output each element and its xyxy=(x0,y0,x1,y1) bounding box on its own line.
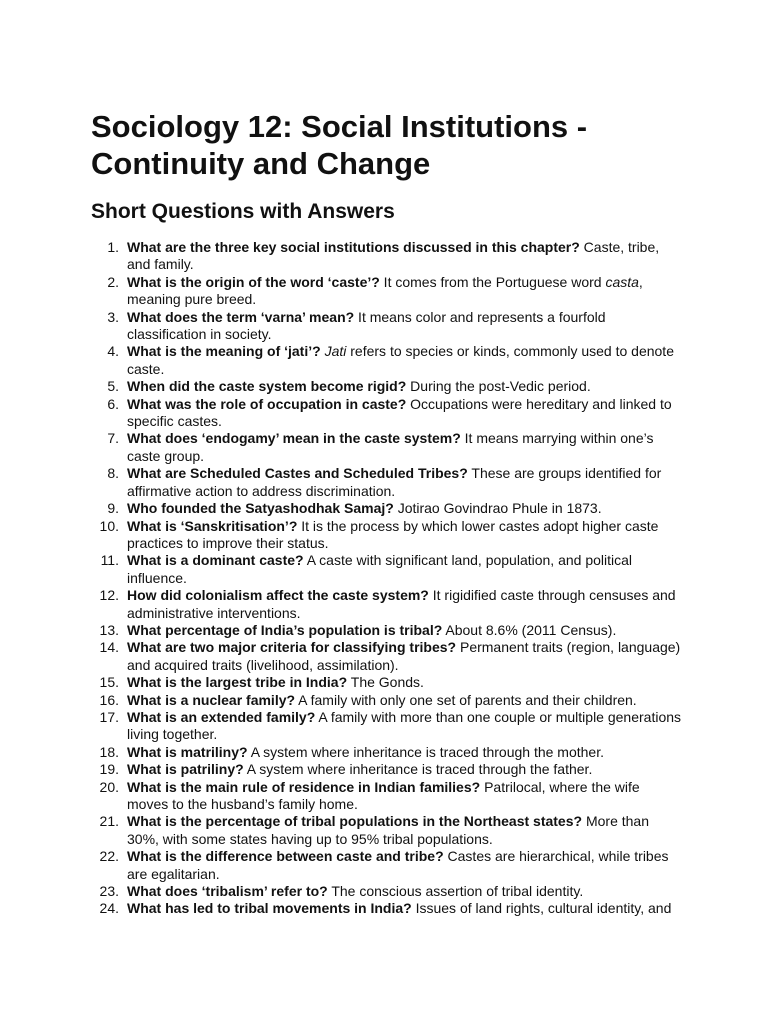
list-item-number: 16. xyxy=(99,691,119,708)
answer-text: More than 30%, with some states having up to 95% tribal populations. xyxy=(127,813,649,847)
list-item xyxy=(0,552,683,587)
answer-text: Occupations were hereditary and linked to specific castes. xyxy=(127,395,672,430)
question-text: What is the main rule of residence in Indian families? xyxy=(127,778,481,795)
question-text: What are the three key social institutions discussed in this chapter? xyxy=(127,239,580,255)
answer-text: The conscious assertion of tribal identity. xyxy=(327,883,584,900)
list-item-text xyxy=(127,500,683,517)
list-item xyxy=(0,378,683,395)
list-item-number: 20. xyxy=(99,778,119,795)
answer-text: It means color and represents a fourfold classification in society. xyxy=(127,308,606,343)
question-answer-list xyxy=(0,239,683,918)
list-item-text xyxy=(127,622,683,639)
question-text: How did colonialism affect the caste system? xyxy=(127,587,429,604)
list-item-number: 23. xyxy=(99,883,119,900)
answer-text-continued: refers to species or kinds, commonly used to denote caste. xyxy=(127,343,674,377)
question-text: What percentage of India’s population is tribal? xyxy=(127,621,443,638)
list-item-text xyxy=(127,692,683,709)
question-text: Who founded the Satyashodhak Samaj? xyxy=(127,500,394,517)
list-item xyxy=(0,639,683,674)
list-item-number: 8. xyxy=(107,465,119,482)
answer-text: A caste with significant land, population, and political influence. xyxy=(127,552,633,586)
answer-text: It means marrying within one’s caste group. xyxy=(127,430,654,464)
question-text: What is an extended family? xyxy=(127,708,316,725)
list-item-number: 19. xyxy=(99,761,119,778)
answer-text: During the post-Vedic period. xyxy=(406,378,591,395)
list-item xyxy=(0,587,683,622)
list-item-number: 4. xyxy=(107,343,119,360)
list-item-number: 14. xyxy=(99,639,119,656)
list-item-number: 1. xyxy=(107,239,119,255)
question-text: What are two major criteria for classifying tribes? xyxy=(127,639,457,656)
list-item xyxy=(0,692,683,709)
list-item-text xyxy=(127,378,683,395)
answer-text: Jotirao Govindrao Phule in 1873. xyxy=(393,500,602,517)
list-item-text xyxy=(127,518,683,553)
question-text: What does ‘endogamy’ mean in the caste system? xyxy=(127,430,461,447)
list-item-number: 6. xyxy=(107,395,119,412)
question-text: What is the difference between caste and tribe? xyxy=(127,848,444,865)
list-item xyxy=(0,883,683,900)
list-item-text xyxy=(127,848,683,883)
list-item-number: 12. xyxy=(99,587,119,604)
question-text: What does the term ‘varna’ mean? xyxy=(127,308,355,325)
answer-text: Caste, tribe, and family. xyxy=(127,239,660,273)
list-item-text xyxy=(127,779,683,814)
list-item-number: 22. xyxy=(99,848,119,865)
answer-text: A system where inheritance is traced through the father. xyxy=(243,761,593,778)
list-item xyxy=(0,779,683,814)
question-text: What is the meaning of ‘jati’? xyxy=(127,343,321,360)
list-item xyxy=(0,239,683,274)
list-item xyxy=(0,500,683,517)
answer-italic-term: casta xyxy=(605,273,639,290)
question-text: What was the role of occupation in caste? xyxy=(127,395,407,412)
list-item-number: 9. xyxy=(107,500,119,517)
answer-text: The Gonds. xyxy=(347,674,424,691)
question-text: When did the caste system become rigid? xyxy=(127,378,407,395)
list-item xyxy=(0,309,683,344)
list-item-number: 11. xyxy=(100,552,119,569)
answer-text: A family with only one set of parents and their children. xyxy=(295,691,637,708)
answer-text: A family with more than one couple or multiple generations living together. xyxy=(127,708,682,743)
list-item-number: 21. xyxy=(99,813,119,830)
section-subtitle: Short Questions with Answers xyxy=(91,200,395,223)
list-item xyxy=(0,709,683,744)
question-text: What is matriliny? xyxy=(127,743,248,760)
question-text: What is patriliny? xyxy=(127,761,244,778)
list-item xyxy=(0,848,683,883)
answer-italic-term: Jati xyxy=(324,343,347,360)
list-item-text xyxy=(127,587,683,622)
list-item-text xyxy=(127,900,683,917)
question-text: What is the origin of the word ‘caste’? xyxy=(127,273,380,290)
list-item xyxy=(0,900,683,917)
list-item xyxy=(0,430,683,465)
list-item-text xyxy=(127,465,683,500)
question-text: What is ‘Sanskritisation’? xyxy=(127,517,298,534)
question-text: What has led to tribal movements in India? xyxy=(127,900,412,917)
list-item xyxy=(0,622,683,639)
list-item-number: 13. xyxy=(99,621,119,638)
list-item xyxy=(0,274,683,309)
list-item-text xyxy=(127,430,683,465)
list-item-text xyxy=(127,552,683,587)
list-item-number: 5. xyxy=(107,378,119,395)
answer-text: About 8.6% (2011 Census). xyxy=(442,621,617,638)
question-text: What is a dominant caste? xyxy=(127,552,304,569)
answer-text: A system where inheritance is traced through the mother. xyxy=(247,743,604,760)
list-item-number: 15. xyxy=(99,674,119,691)
answer-text: Permanent traits (region, language) and acquired traits (livelihood, assimilation). xyxy=(127,639,681,673)
answer-text: These are groups identified for affirmative action to address discrimination. xyxy=(127,465,662,499)
document-title: Sociology 12: Social Institutions - Continuity and Change xyxy=(91,109,588,181)
list-item xyxy=(0,813,683,848)
list-item xyxy=(0,674,683,691)
answer-text: Issues of land rights, cultural identity, and xyxy=(411,900,672,917)
list-item-number: 24. xyxy=(99,900,119,917)
list-item-number: 2. xyxy=(107,273,119,290)
list-item-number: 7. xyxy=(107,430,119,447)
list-item xyxy=(0,518,683,553)
question-text: What is the largest tribe in India? xyxy=(127,674,348,691)
list-item-text xyxy=(127,761,683,778)
list-item-text xyxy=(127,709,683,744)
list-item-number: 10. xyxy=(99,517,119,534)
answer-text: Castes are hierarchical, while tribes are egalitarian. xyxy=(127,848,669,882)
list-item-text xyxy=(127,239,683,274)
list-item-text xyxy=(127,883,683,900)
list-item-text xyxy=(127,274,683,309)
list-item-text xyxy=(127,813,683,848)
answer-text: It is the process by which lower castes adopt higher caste practices to improve their status. xyxy=(127,517,659,551)
list-item xyxy=(0,761,683,778)
list-item-text xyxy=(127,639,683,674)
question-text: What does ‘tribalism’ refer to? xyxy=(127,883,328,900)
list-item-text xyxy=(127,309,683,344)
answer-text-continued: , meaning pure breed. xyxy=(127,273,643,308)
question-text: What are Scheduled Castes and Scheduled Tribes? xyxy=(127,465,468,482)
list-item-number: 3. xyxy=(107,308,119,325)
question-text: What is the percentage of tribal populations in the Northeast states? xyxy=(127,813,583,830)
answer-text: It comes from the Portuguese word xyxy=(379,273,606,290)
list-item xyxy=(0,744,683,761)
list-item xyxy=(0,396,683,431)
list-item xyxy=(0,465,683,500)
list-item-text xyxy=(127,396,683,431)
list-item-text xyxy=(127,343,683,378)
answer-text: It rigidified caste through censuses and administrative interventions. xyxy=(127,587,676,621)
list-item xyxy=(0,343,683,378)
list-item-text xyxy=(127,744,683,761)
list-item-number: 18. xyxy=(99,743,119,760)
list-item-number: 17. xyxy=(99,708,119,725)
list-item-text xyxy=(127,674,683,691)
answer-text: Patrilocal, where the wife moves to the husband’s family home. xyxy=(127,778,640,812)
question-text: What is a nuclear family? xyxy=(127,691,296,708)
